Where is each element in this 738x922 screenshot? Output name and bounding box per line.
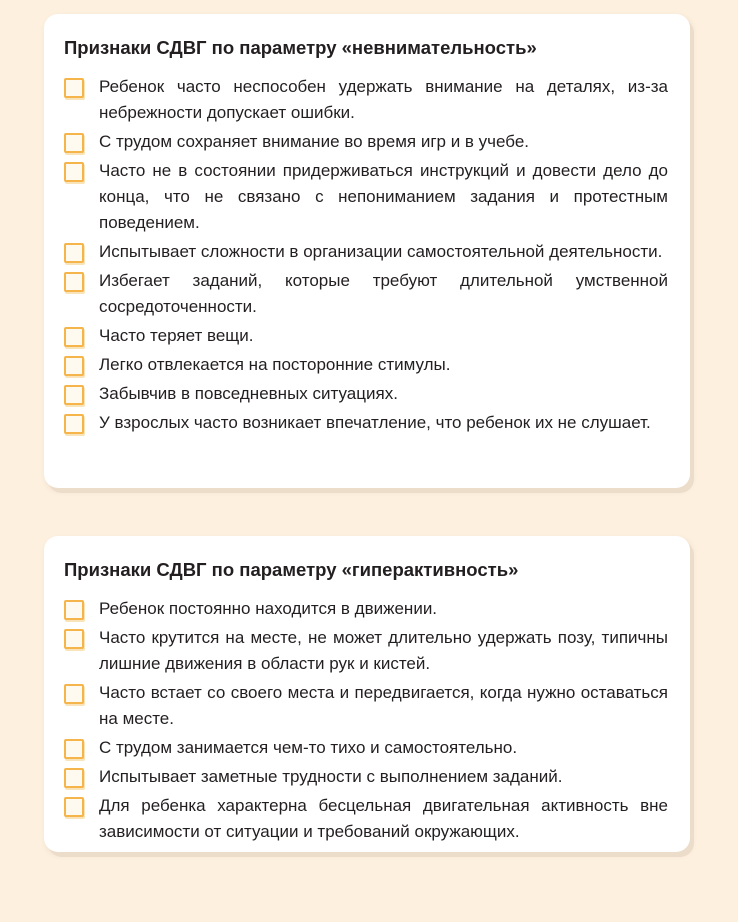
checklist-item bbox=[64, 680, 668, 732]
checklist-item-text: Часто крутится на месте, не может длительно удержать позу, типичны лишние движения в области рук и кистей. bbox=[99, 628, 668, 673]
checklist-item-text: Забывчив в повседневных ситуациях. bbox=[99, 384, 398, 403]
checklist-item-text: С трудом сохраняет внимание во время игр и в учебе. bbox=[99, 132, 530, 151]
checkbox[interactable] bbox=[64, 600, 84, 620]
checklist-item-text: Испытывает заметные трудности с выполнением заданий. bbox=[99, 767, 563, 786]
checkbox[interactable] bbox=[64, 684, 84, 704]
checkbox[interactable] bbox=[64, 797, 84, 817]
checklist-item-text: Испытывает сложности в организации самостоятельной деятельности. bbox=[99, 242, 663, 261]
checklist-item bbox=[64, 323, 668, 349]
checklist-item bbox=[64, 239, 668, 265]
checklist-item bbox=[64, 625, 668, 677]
checklist-item-text: Ребенок постоянно находится в движении. bbox=[99, 599, 438, 618]
checklist-item-text: Избегает заданий, которые требуют длительной умственной сосредоточенности. bbox=[99, 271, 668, 316]
hyperactivity-checklist bbox=[64, 596, 668, 845]
checklist-item-text: Часто встает со своего места и передвигается, когда нужно оставаться на месте. bbox=[99, 683, 668, 728]
checklist-item bbox=[64, 410, 668, 436]
checklist-item bbox=[64, 596, 668, 622]
checklist-item bbox=[64, 381, 668, 407]
checklist-item-text: Часто не в состоянии придерживаться инструкций и довести дело до конца, что не связано с непониманием задания и протестным поведением. bbox=[99, 161, 668, 232]
checklist-item-text: У взрослых часто возникает впечатление, что ребенок их не слушает. bbox=[99, 413, 651, 432]
checklist-item bbox=[64, 793, 668, 845]
checkbox[interactable] bbox=[64, 327, 84, 347]
checkbox[interactable] bbox=[64, 356, 84, 376]
checklist-item bbox=[64, 74, 668, 126]
inattention-checklist bbox=[64, 74, 668, 436]
checklist-item bbox=[64, 352, 668, 378]
checklist-item bbox=[64, 268, 668, 320]
checklist-item-text: Ребенок часто неспособен удержать внимание на деталях, из-за небрежности допускает ошибки. bbox=[99, 77, 668, 122]
checklist-item-text: С трудом занимается чем-то тихо и самостоятельно. bbox=[99, 738, 518, 757]
checkbox[interactable] bbox=[64, 272, 84, 292]
checkbox[interactable] bbox=[64, 243, 84, 263]
hyperactivity-title: Признаки СДВГ по параметру «гиперактивность» bbox=[64, 559, 519, 580]
checklist-item-text: Часто теряет вещи. bbox=[99, 326, 254, 345]
checkbox[interactable] bbox=[64, 133, 84, 153]
checkbox[interactable] bbox=[64, 768, 84, 788]
checklist-item-text: Легко отвлекается на посторонние стимулы. bbox=[99, 355, 451, 374]
checkbox[interactable] bbox=[64, 629, 84, 649]
checklist-item bbox=[64, 764, 668, 790]
checklist-item bbox=[64, 735, 668, 761]
checklist-item-text: Для ребенка характерна бесцельная двигательная активность вне зависимости от ситуации и требований окружающих. bbox=[99, 796, 668, 841]
checklist-item bbox=[64, 158, 668, 236]
inattention-card bbox=[44, 14, 690, 488]
inattention-title: Признаки СДВГ по параметру «невнимательность» bbox=[64, 37, 537, 58]
hyperactivity-card bbox=[44, 536, 690, 852]
checkbox[interactable] bbox=[64, 739, 84, 759]
checkbox[interactable] bbox=[64, 414, 84, 434]
checkbox[interactable] bbox=[64, 385, 84, 405]
checkbox[interactable] bbox=[64, 78, 84, 98]
checkbox[interactable] bbox=[64, 162, 84, 182]
checklist-item bbox=[64, 129, 668, 155]
